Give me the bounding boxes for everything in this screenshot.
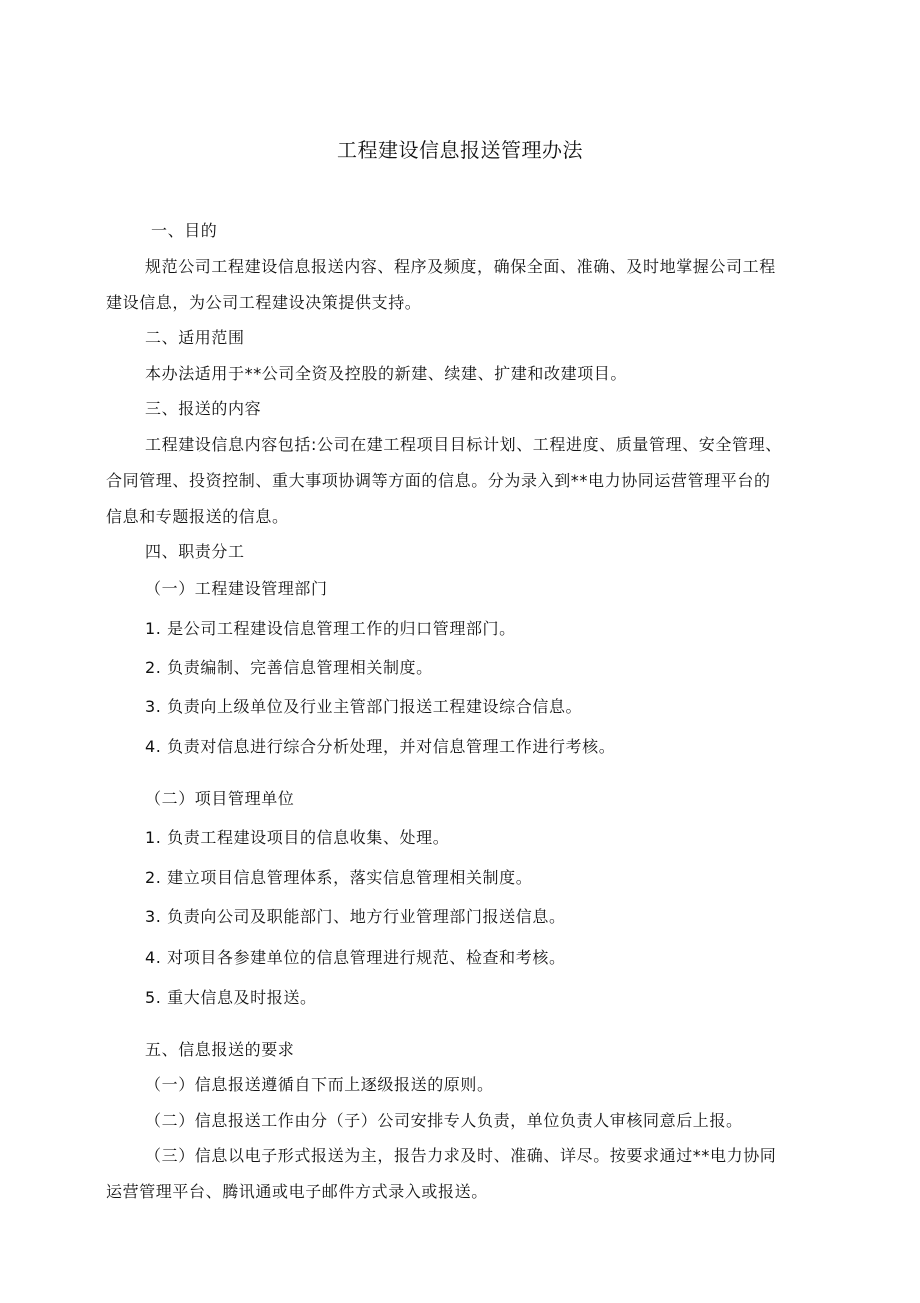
paragraph-line: 建设信息，为公司工程建设决策提供支持。 (106, 293, 422, 312)
list-item: 3. 负责向上级单位及行业主管部门报送工程建设综合信息。 (145, 697, 583, 716)
list-item: 5. 重大信息及时报送。 (145, 988, 317, 1007)
list-item: 1. 是公司工程建设信息管理工作的归口管理部门。 (145, 619, 516, 638)
paragraph-line: 工程建设信息内容包括:公司在建工程项目目标计划、工程进度、质量管理、安全管理、 (145, 435, 782, 454)
paragraph-line: 本办法适用于**公司全资及控股的新建、续建、扩建和改建项目。 (145, 364, 628, 383)
document-title: 工程建设信息报送管理办法 (337, 138, 583, 162)
subsection-heading: （二）项目管理单位 (145, 789, 295, 808)
paragraph-line: 规范公司工程建设信息报送内容、程序及频度，确保全面、准确、及时地掌握公司工程 (145, 257, 776, 276)
section-heading: 一、目的 (151, 221, 218, 240)
paragraph-line: 信息和专题报送的信息。 (106, 507, 289, 526)
subsection-heading: （一）工程建设管理部门 (145, 579, 328, 598)
paragraph-line: 合同管理、投资控制、重大事项协调等方面的信息。分为录入到**电力协同运营管理平台的 (106, 471, 771, 490)
paragraph-line: （二）信息报送工作由分（子）公司安排专人负责，单位负责人审核同意后上报。 (145, 1111, 743, 1130)
section-heading: 四、职责分工 (145, 542, 245, 561)
section-heading: 五、信息报送的要求 (145, 1040, 295, 1059)
paragraph-line: （一）信息报送遵循自下而上逐级报送的原则。 (145, 1075, 494, 1094)
list-item: 3. 负责向公司及职能部门、地方行业管理部门报送信息。 (145, 907, 566, 926)
list-item: 2. 负责编制、完善信息管理相关制度。 (145, 658, 433, 677)
paragraph-line: （三）信息以电子形式报送为主，报告力求及时、准确、详尽。按要求通过**电力协同 (145, 1146, 777, 1165)
list-item: 2. 建立项目信息管理体系，落实信息管理相关制度。 (145, 868, 533, 887)
list-item: 4. 对项目各参建单位的信息管理进行规范、检查和考核。 (145, 948, 566, 967)
list-item: 1. 负责工程建设项目的信息收集、处理。 (145, 828, 450, 847)
list-item: 4. 负责对信息进行综合分析处理，并对信息管理工作进行考核。 (145, 737, 616, 756)
section-heading: 三、报送的内容 (145, 399, 262, 418)
paragraph-line: 运营管理平台、腾讯通或电子邮件方式录入或报送。 (106, 1182, 488, 1201)
section-heading: 二、适用范围 (145, 328, 245, 347)
